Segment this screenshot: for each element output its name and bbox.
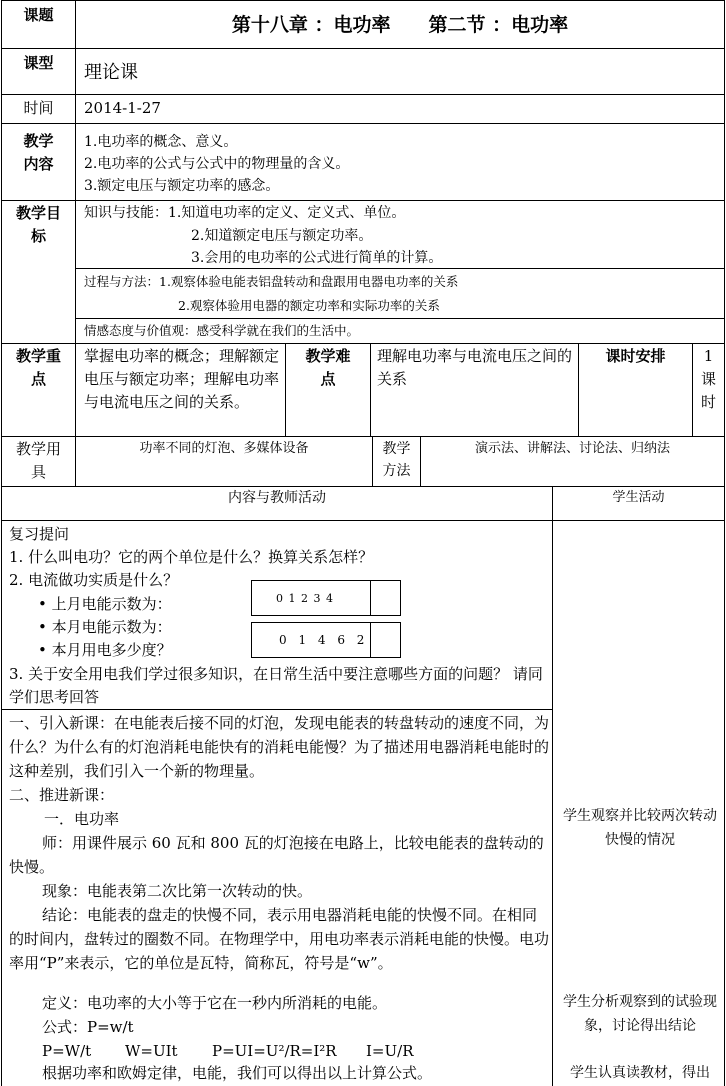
lesson-intro: 一、引入新课：在电能表后接不同的灯泡，发现电能表的转盘转动的速度不同，为什么？为什么有的灯泡消耗电能快有的消耗电能慢？为了描述用电器消耗电能时的这种差别，我们引入一个新的物理量。 [9, 714, 550, 780]
tools-label: 教学用 具 [15, 440, 61, 481]
formula-p-w-t: P=W/t [42, 1042, 92, 1060]
content-item: 3.额定电压与额定功率的感念。 [84, 178, 280, 194]
goal-knowledge-2: 2.知道额定电压与额定功率。 [191, 228, 373, 244]
meter-digits: 0 1 4 6 2 [279, 633, 369, 647]
meter-this-month [251, 622, 401, 658]
lesson-type-label: 课型 [23, 54, 54, 72]
difficulty-label: 教学难 点 [305, 347, 351, 388]
schedule-label: 课时安排 [605, 347, 666, 365]
review-q1: 1. 什么叫电功？它的两个单位是什么？换算关系怎样？ [9, 548, 374, 566]
lesson-definition: 定义：电功率的大小等于它在一秒内所消耗的电能。 [42, 994, 388, 1012]
goals-label: 教学目 标 [15, 204, 61, 245]
lesson-section-1: 一．电功率 [44, 810, 120, 828]
lesson-teacher: 师：用课件展示 60 瓦和 800 瓦的灯泡接在电路上，比较电能表的盘转动的快慢。 [9, 834, 544, 876]
student-activity-3: 学生认真读教材，得出 [570, 1065, 710, 1081]
formula-i-ur: I=U/R [366, 1042, 414, 1060]
review-q2: 2. 电流做功实质是什么？ [9, 571, 179, 589]
lesson-phenomenon: 现象：电能表第二次比第一次转动的快。 [42, 882, 313, 900]
lesson-advance: 二、推进新课： [9, 786, 115, 804]
formula-w-uit: W=UIt [125, 1042, 178, 1060]
lesson-conclusion: 结论：电能表的盘走的快慢不同，表示用电器消耗电能的快慢不同。在相同的时间内，盘转过的圈数不同。在物理学中，用电功率表示消耗电能的快慢。电功率用“P”来表示，它的单位是瓦特，简称瓦，符号是“w”。 [9, 906, 550, 972]
review-title: 复习提问 [9, 525, 70, 543]
content-item: 2.电功率的公式与公式中的物理量的含义。 [84, 156, 350, 172]
goal-emotion: 情感态度与价值观：感受科学就在我们的生活中。 [84, 323, 360, 338]
review-q3: 3. 关于安全用电我们学过很多知识，在日常生活中要注意哪些方面的问题？ 请同学们思考回答 [9, 665, 543, 706]
topic-label: 课题 [23, 6, 54, 24]
lesson-formula: 公式：P=w/t [42, 1018, 134, 1036]
goal-process-2: 2.观察体验用电器的额定功率和实际功率的关系 [178, 298, 440, 313]
formula-p-ui: P=UI=U²/R=I²R [212, 1042, 337, 1060]
content-list [84, 131, 714, 197]
student-activity-1: 学生观察并比较两次转动 快慢的情况 [563, 808, 717, 848]
review-this-month: • 本月电能示数为： [38, 618, 172, 636]
focus-text: 掌握电功率的概念；理解额定电压与额定功率；理解电功率与电流电压之间的关系。 [84, 347, 280, 411]
content-label: 教学 内容 [23, 132, 54, 173]
meter-last-month [251, 580, 401, 616]
lesson-type-value: 理论课 [84, 62, 138, 83]
time-value: 2014-1-27 [84, 99, 161, 117]
review-used: • 本月用电多少度？ [38, 641, 172, 659]
goal-knowledge-3: 3.会用的电功率的公式进行简单的计算。 [191, 250, 443, 266]
content-item: 1.电功率的概念、意义。 [84, 134, 238, 150]
difficulty-text: 理解电功率与电流电压之间的关系 [377, 347, 573, 388]
meter-digits: 0 1 2 3 4 [276, 591, 334, 605]
schedule-value: 1 课 时 [700, 347, 716, 411]
goal-process-1: 过程与方法：1.观察体验电能表铝盘转动和盘跟用电器电功率的关系 [84, 274, 459, 289]
student-activity-header: 学生活动 [612, 490, 665, 505]
review-last-month: • 上月电能示数为： [38, 595, 172, 613]
focus-label: 教学重 点 [15, 347, 61, 388]
method-label: 教学 方法 [382, 441, 411, 479]
lesson-derive: 根据功率和欧姆定律，电能，我们可以得出以上计算公式。 [42, 1064, 433, 1082]
tools-value: 功率不同的灯泡、多媒体设备 [139, 441, 309, 456]
lesson-title: 第十八章 ：电功率 第二节 ：电功率 [231, 14, 569, 36]
teacher-activity-header: 内容与教师活动 [228, 490, 326, 506]
method-value: 演示法、讲解法、讨论法、归纳法 [474, 441, 670, 456]
student-activity-2: 学生分析观察到的试验现象，讨论得出结论 [563, 994, 717, 1034]
goal-knowledge-1: 知识与技能：1.知道电功率的定义、定义式、单位。 [84, 205, 406, 221]
time-label: 时间 [23, 99, 54, 117]
